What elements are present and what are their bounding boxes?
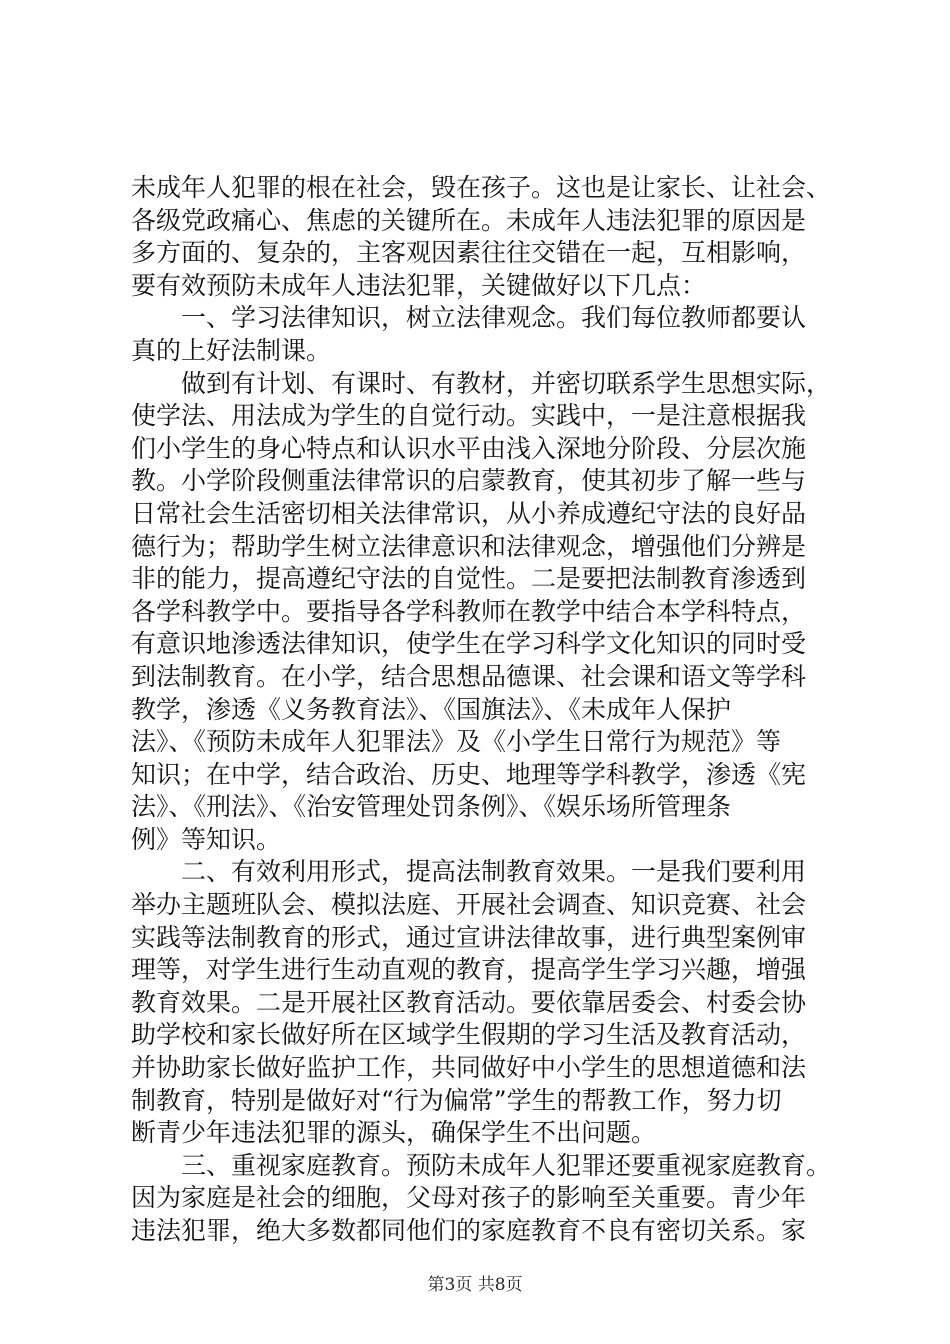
text-line: 违法犯罪，绝大多数都同他们的家庭教育不良有密切关系。家 bbox=[131, 1216, 807, 1245]
text-line: 法》、《预防未成年人犯罪法》及《小学生日常行为规范》等 bbox=[131, 727, 782, 757]
text-line: 真的上好法制课。 bbox=[131, 335, 332, 365]
text-line: 并协助家长做好监护工作，共同做好中小学生的思想道德和法 bbox=[131, 1053, 807, 1083]
body-text bbox=[131, 172, 831, 1248]
text-line: 做到有计划、有课时、有教材，并密切联系学生思想实际， bbox=[131, 368, 832, 398]
text-line: 例》等知识。 bbox=[131, 824, 282, 854]
text-line: 理等，对学生进行生动直观的教育，提高学生学习兴趣，增强 bbox=[131, 955, 807, 985]
text-line: 知识；在中学，结合政治、历史、地理等学科教学，渗透《宪 bbox=[131, 759, 807, 789]
text-line: 德行为；帮助学生树立法律意识和法律观念，增强他们分辨是 bbox=[131, 531, 807, 561]
page-footer: 第3页 共8页 bbox=[427, 1275, 523, 1295]
text-line: 到法制教育。在小学，结合思想品德课、社会课和语文等学科 bbox=[131, 661, 807, 691]
text-line: 三、重视家庭教育。预防未成年人犯罪还要重视家庭教育。 bbox=[131, 1150, 832, 1180]
text-line: 各学科教学中。要指导各学科教师在教学中结合本学科特点， bbox=[131, 596, 807, 626]
text-line: 一、学习法律知识，树立法律观念。我们每位教师都要认 bbox=[131, 303, 807, 333]
text-line: 要有效预防未成年人违法犯罪，关键做好以下几点： bbox=[131, 270, 707, 300]
text-line: 因为家庭是社会的细胞，父母对孩子的影响至关重要。青少年 bbox=[131, 1183, 807, 1213]
text-line: 多方面的、复杂的，主客观因素往往交错在一起，互相影响， bbox=[131, 238, 807, 268]
text-line: 制教育，特别是做好对“行为偏常”学生的帮教工作，努力切 bbox=[131, 1085, 782, 1115]
text-line: 助学校和家长做好所在区域学生假期的学习生活及教育活动， bbox=[131, 1020, 807, 1050]
text-line: 使学法、用法成为学生的自觉行动。实践中，一是注意根据我 bbox=[131, 401, 807, 431]
text-line: 法》、《刑法》、《治安管理处罚条例》、《娱乐场所管理条 bbox=[131, 792, 732, 822]
text-line: 二、有效利用形式，提高法制教育效果。一是我们要利用 bbox=[131, 857, 807, 887]
text-line: 实践等法制教育的形式，通过宣讲法律故事，进行典型案例审 bbox=[131, 922, 807, 952]
text-line: 教。小学阶段侧重法律常识的启蒙教育，使其初步了解一些与 bbox=[131, 466, 807, 496]
text-line: 各级党政痛心、焦虑的关键所在。未成年人违法犯罪的原因是 bbox=[131, 205, 807, 235]
text-line: 教学，渗透《义务教育法》、《国旗法》、《未成年人保护 bbox=[131, 694, 732, 724]
text-line: 举办主题班队会、模拟法庭、开展社会调查、知识竞赛、社会 bbox=[131, 890, 807, 920]
text-line: 们小学生的身心特点和认识水平由浅入深地分阶段、分层次施 bbox=[131, 433, 807, 463]
text-line: 断青少年违法犯罪的源头，确保学生不出问题。 bbox=[131, 1118, 657, 1148]
text-line: 有意识地渗透法律知识，使学生在学习科学文化知识的同时受 bbox=[131, 629, 807, 659]
text-line: 教育效果。二是开展社区教育活动。要依靠居委会、村委会协 bbox=[131, 987, 807, 1017]
text-line: 未成年人犯罪的根在社会，毁在孩子。这也是让家长、让社会、 bbox=[131, 173, 832, 202]
text-line: 日常社会生活密切相关法律常识，从小养成遵纪守法的良好品 bbox=[131, 498, 807, 528]
text-line: 非的能力，提高遵纪守法的自觉性。二是要把法制教育渗透到 bbox=[131, 564, 807, 594]
